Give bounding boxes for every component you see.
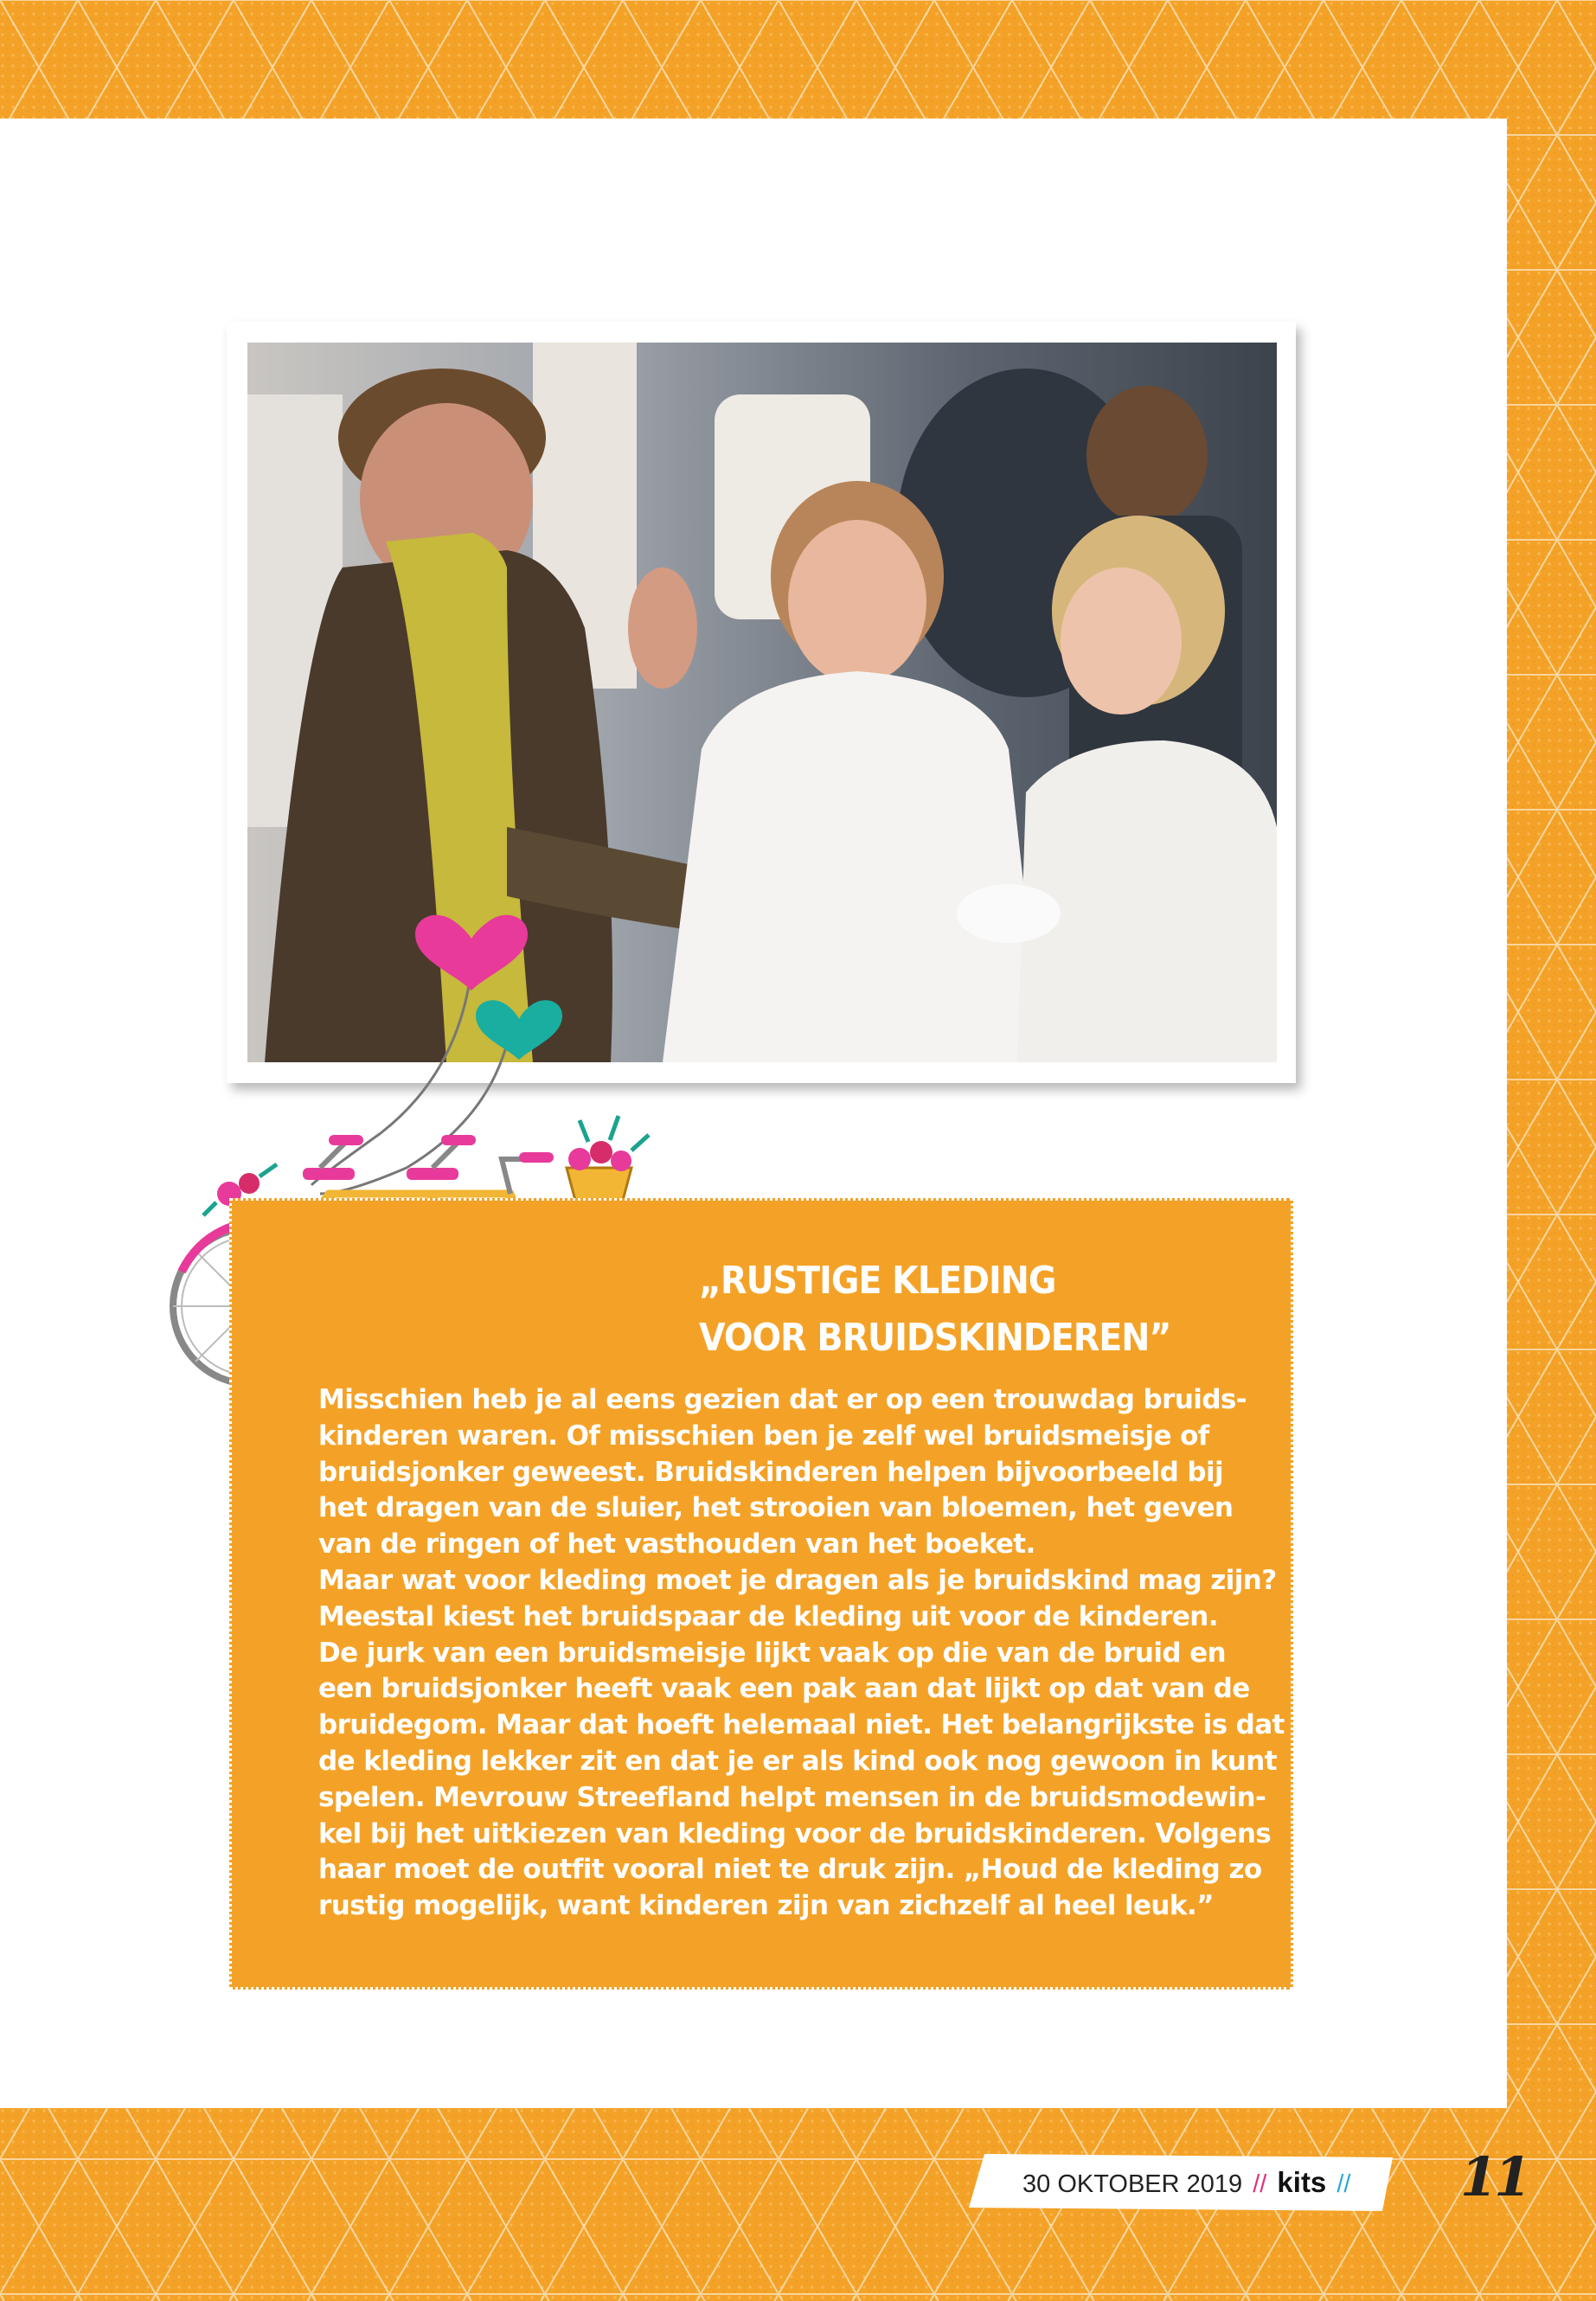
page-number: 11 — [1460, 2145, 1529, 2208]
article-body-line: bruidegom. Maar dat hoeft helemaal niet. Het belangrijkste is dat — [318, 1709, 1285, 1741]
article-body — [318, 1382, 1285, 1925]
article-body-line: spelen. Mevrouw Streefland helpt mensen in de bruidsmodewin- — [318, 1781, 1266, 1813]
article-body-line: Meestal kiest het bruidspaar de kleding uit voor de kinderen. — [318, 1600, 1218, 1632]
article-body-line: Misschien heb je al eens gezien dat er op een trouwdag bruids- — [318, 1384, 1247, 1415]
article-body-line: een bruidsjonker heeft vaak een pak aan dat lijkt op dat van de — [318, 1673, 1250, 1705]
pink-heart-icon — [415, 915, 528, 990]
footer-info — [1022, 2163, 1350, 2202]
article-box — [229, 1198, 1293, 1990]
article-body-line: kel bij het uitkiezen van kleding voor de bruidskinderen. Volgens — [318, 1817, 1272, 1849]
article-title-line: „RUSTIGE KLEDING — [699, 1259, 1056, 1303]
footer-separator: // — [1253, 2170, 1267, 2198]
article-body-line: Maar wat voor kleding moet je dragen als je bruidskind mag zijn? — [318, 1564, 1277, 1596]
article-body-line: de kleding lekker zit en dat je er als kind ook nog gewoon in kunt — [318, 1745, 1277, 1777]
footer-date: 30 OKTOBER 2019 — [1022, 2170, 1243, 2198]
article-title — [699, 1253, 1253, 1367]
article-body-line: bruidsjonker geweest. Bruidskinderen helpen bijvoorbeeld bij — [318, 1456, 1224, 1488]
teal-heart-icon — [476, 1000, 562, 1060]
article-body-line: kinderen waren. Of misschien ben je zelf wel bruidsmeisje of — [318, 1420, 1209, 1452]
article-body-line: haar moet de outfit vooral niet te druk zijn. „Houd de kleding zo — [318, 1854, 1262, 1886]
article-body-line: van de ringen of het vasthouden van het boeket. — [318, 1529, 1035, 1561]
article-body-line: het dragen van de sluier, het strooien van bloemen, het geven — [318, 1492, 1234, 1524]
footer-brand: kits — [1277, 2166, 1327, 2198]
article-body-line: De jurk van een bruidsmeisje lijkt vaak op die van de bruid en — [318, 1637, 1227, 1669]
footer-separator-end: // — [1336, 2170, 1351, 2198]
article-body-line: rustig mogelijk, want kinderen zijn van zichzelf al heel leuk.” — [318, 1890, 1214, 1922]
article-title-line: VOOR BRUIDSKINDEREN” — [699, 1316, 1171, 1360]
